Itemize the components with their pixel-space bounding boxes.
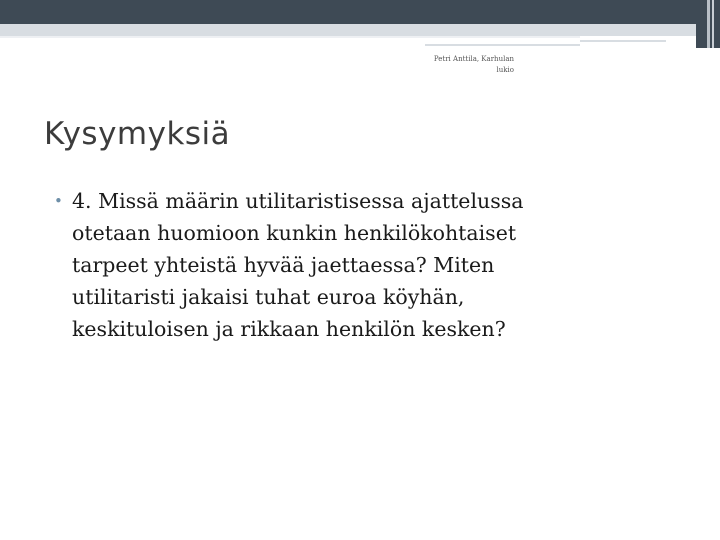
top-thin-line-3 [580,40,666,42]
author-line-2: lukio [496,66,514,74]
right-edge-stripe [707,0,710,48]
top-thin-line-2 [425,44,580,46]
bullet-marker: • [54,192,63,210]
top-light-stripe [0,24,696,36]
top-thin-line [0,36,580,38]
author-note [380,54,514,76]
slide-body [52,185,642,345]
bullet-line: otetaan huomioon kunkin henkilökohtaiset [72,221,517,245]
bullet-line: keskituloisen ja rikkaan henkilön kesken? [72,317,506,341]
slide-title: Kysymyksiä [44,116,231,152]
author-line-1: Petri Anttila, Karhulan [433,55,514,63]
bullet-item [52,185,642,345]
top-decorative-band [0,0,696,24]
right-edge-stripe-2 [712,0,714,48]
bullet-line: tarpeet yhteistä hyvää jaettaessa? Miten [72,253,495,277]
bullet-line: utilitaristi jakaisi tuhat euroa köyhän, [72,285,465,309]
bullet-line: 4. Missä määrin utilitaristisessa ajattelussa [72,189,524,213]
